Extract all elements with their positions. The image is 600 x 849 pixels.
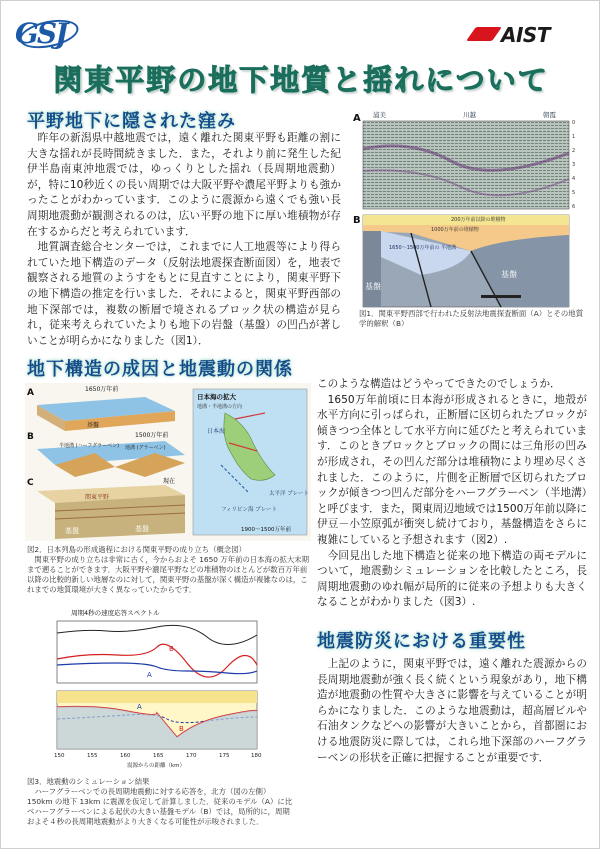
aist-logo-text: AIST: [501, 23, 550, 47]
figure2-panel-b-label: B: [27, 432, 34, 442]
scale-bar: [481, 295, 521, 298]
depth-axis-a: [572, 120, 575, 210]
layer-label-half-graben: 1650～1500万年前の 半地溝: [389, 245, 457, 251]
svg-text:165: 165: [153, 753, 164, 759]
section3-body: [317, 657, 587, 766]
aist-swoosh-icon: [466, 27, 502, 41]
aist-logo: [471, 23, 581, 45]
section3-paragraph-1: 上記のように，関東平野では，遠く離れた震源からの長周期地震動が強く長く続くという現象があり，地下構造が地震動の性質や大きさに影響を与えていることが明らかになりました．このような地震動は，超高層ビルや石油タンクなどへの影響が大きいことから，首都圏における地震防災に際しては，これら地下深部のハーフグラーベンの形状を正確に把握することが重要です．: [317, 658, 587, 764]
figure2-label-basement-c2: 基盤: [135, 525, 149, 533]
figure3: [27, 607, 289, 775]
figure3-label-b-lower: B: [179, 725, 184, 733]
layer-label-basement-1: 基盤: [501, 270, 517, 279]
figure1-label-1: 浦美: [373, 111, 386, 119]
map-label-sea-of-japan: 日本海: [207, 428, 226, 435]
section3-heading: 地震防災における重要性: [317, 631, 526, 652]
figure2-label-basement-c1: 基盤: [65, 527, 79, 535]
figure1-graphic: [351, 109, 587, 327]
section2-paragraph-1: このような構造はどうやってできたのでしょうか．: [317, 378, 561, 390]
svg-text:170: 170: [186, 753, 197, 759]
gsj-logo: [15, 17, 85, 53]
section1-paragraph-2: 地質調査総合センターでは，これまでに人工地震等により得られていた地下構造のデータ（反射法地震探査断面図）を，地表で観察される地質のようすをもとに見直すことにより，関東平野下の地下構造の推定を行いました．それによると，関東平野西部の地下深部では，複数の断層で境されるブロック状の構造が見られ，従来考えられていたよりも地下の岩盤（基盤）の凹凸が著しいことが明らかになりました（図1）．: [27, 241, 341, 347]
section1-paragraph-1: 昨年の新潟県中越地震では，遠く離れた関東平野も距離の割に大きな揺れが長時間続きました．また，それより前に発生した紀伊半島南東沖地震では，ゆっくりとした揺れ（長周期地震動）が，特に10秒近くの長い周期では大阪平野や濃尾平野よりも強かったことがわかっています．このように震源から遠くでも強い長周期地震動が観測されるのは，広い平野の地下に厚い堆積物が存在するからだと考えられています．: [27, 132, 341, 238]
figure2-label-now: 現在: [163, 478, 176, 485]
basement-left: [363, 231, 381, 307]
figure2-label-half-graben: 半地溝 (ハーフグラーベン): [59, 443, 120, 449]
figure1-label-2: 川越: [463, 111, 476, 119]
page-title: 関東平野の地下地質と揺れについて: [53, 63, 549, 97]
layer-label-1000: 1000万年前の堆積物: [431, 227, 479, 233]
gsj-logo-text: GSJ: [15, 17, 67, 50]
figure2-caption: 図2．日本列島の形成過程における関東平野の成り立ち（概念図） 関東平野の成り立ちは非常に古く，今からおよそ 1650 万年前の日本海の拡大末期まで遡ることができます．大阪平野や濃尾平野などの堆積物のほとんどが数百万年前以降の比較的新しい地層なのに対して，関東平野の基盤が深く構造が複雑なのは，これまでの地質環境が大きく異なっていたからです．: [27, 545, 310, 594]
figure2-label-1650: 1650万年前: [85, 386, 119, 393]
figure2-label-kanto: 関東平野: [85, 494, 110, 501]
figure3-caption: 図3．地震動のシミュレーション結果 ハーフグラーベンでの長周期地震動に対する応答を，北方（図の左側）150km の地下 13km に震源を仮定して計算しました．従来のモデル（A）に比べハーフグラーベンによる起伏の大きい基盤モデル（B）では，局所的に，周期およそ４秒の長周期地震動がより大きくなる可能性が示唆されました．: [27, 777, 293, 826]
svg-text:1: 1: [572, 134, 576, 140]
section1-heading: 平野地下に隠された窪み: [27, 111, 236, 132]
map-title: 日本海の拡大: [197, 393, 236, 401]
figure1: [351, 109, 587, 327]
figure2-panel-c-label: C: [27, 478, 34, 488]
svg-text:2: 2: [572, 148, 576, 154]
svg-text:160: 160: [120, 753, 131, 759]
figure3-xlabel: 震源からの距離（km）: [127, 763, 186, 769]
map-legend: 地溝・半地溝の方向: [197, 404, 243, 410]
svg-text:180: 180: [251, 753, 262, 759]
figure2-label-1500: 1500万年前: [135, 432, 169, 439]
figure2-graphic: [25, 383, 311, 541]
figure3-x-ticks: [54, 753, 262, 759]
layer-label-young: 200万年前以降の堆積物: [451, 217, 506, 223]
section2-paragraph-2: 1650万年前頃に日本海が形成されるときに，地殻が水平方向に引っぱられ，正断層に区切られたブロックが傾きつつ全体として水平方向に延びたと考えられています．このときブロックとブロックの間には三角形の凹みが形成され，その凹んだ部分は堆積物により埋め尽くされました．このように，片側を正断層で区切られたブロックが傾きつつ凹んだ部分をハーフグラーベン（半地溝）と呼びます．また，関東周辺地域では1500万年前以降に伊豆－小笠原弧が衝突し続けており，基盤構造をさらに複雑にしていると予想されます（図2）.: [317, 393, 587, 546]
figure2-label-graben: 地溝 (グラーベン): [125, 445, 166, 451]
map-label-pacific: 太平洋 プレート: [269, 491, 310, 497]
figure2-panel-a-label: A: [27, 388, 34, 398]
svg-text:155: 155: [87, 753, 98, 759]
figure3-label-b-upper: B: [169, 645, 174, 653]
svg-text:175: 175: [219, 753, 230, 759]
section2-heading: 地下構造の成因と地震動の関係: [27, 359, 293, 380]
layer-label-basement-2: 基盤: [365, 282, 381, 291]
section2-body: [317, 377, 587, 611]
figure1-label-3: 朝霞: [543, 111, 556, 119]
figure3-graphic: [27, 607, 289, 775]
seismic-section-a: [363, 121, 569, 209]
figure3-label-a-lower: A: [137, 703, 142, 711]
figure1-panel-b-label: B: [353, 215, 361, 226]
svg-text:4: 4: [572, 176, 576, 182]
svg-text:5: 5: [572, 190, 576, 196]
figure1-panel-a-label: A: [353, 113, 361, 124]
svg-text:0: 0: [572, 120, 576, 126]
figure3-label-a-upper: A: [147, 671, 152, 679]
figure3-title: 周期4秒の速度応答スペクトル: [71, 609, 160, 617]
figure2: [25, 383, 311, 541]
map-label-age: 1900～1500万年前: [241, 527, 291, 533]
section2-paragraph-3: 今回見出した地下構造と従来の地下構造の両モデルについて，地震動シミュレーションを比較したところ，長周期地震動のゆれ幅が局所的に従来の予想よりも大きくなることがわかりました（図3）.: [317, 549, 587, 609]
figure1-caption: 図1．関東平野西部で行われた反射法地震探査断面（A）とその地質学的解釈（B）: [359, 309, 584, 328]
figure3-sediment-top: [57, 691, 257, 703]
svg-text:3: 3: [572, 162, 576, 168]
svg-text:150: 150: [54, 753, 65, 759]
map-label-philippine: フィリピン海 プレート: [221, 507, 278, 513]
svg-text:6: 6: [572, 204, 576, 210]
section1-body: [27, 131, 341, 349]
figure2-label-basement-a: 基盤: [87, 422, 100, 429]
